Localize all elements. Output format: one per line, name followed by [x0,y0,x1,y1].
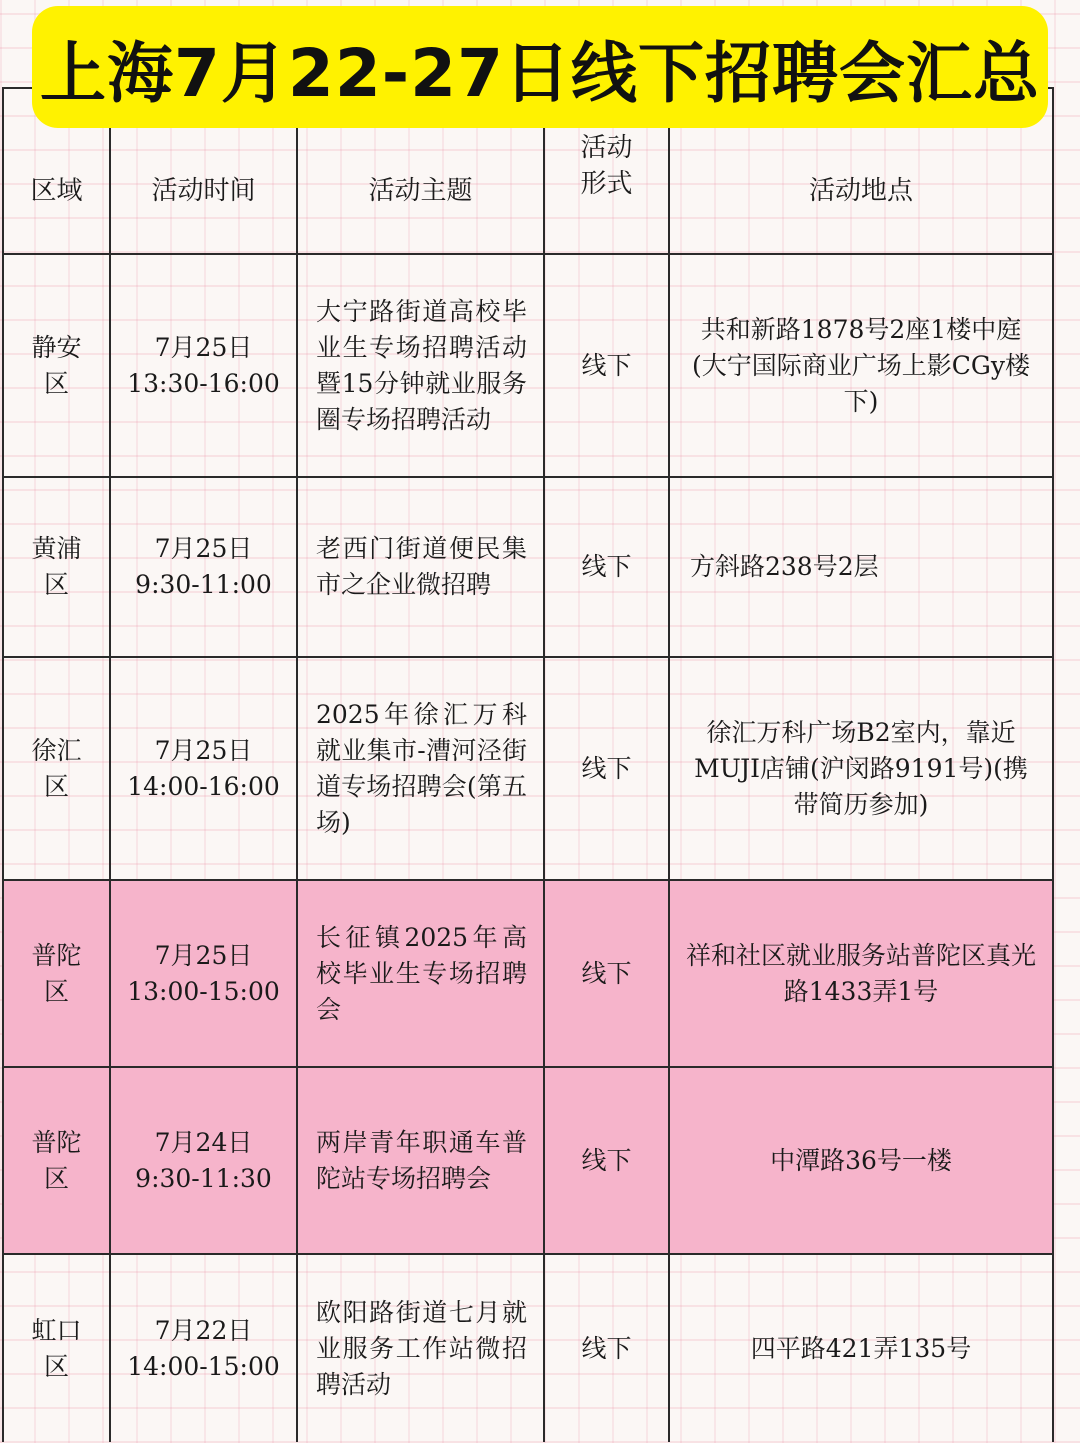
cell-region: 普陀区 [3,1067,110,1254]
table-row-highlighted [3,880,1053,1067]
header-region: 区域 [3,88,110,254]
event-date: 7月25日 [154,332,253,362]
event-time: 14:00-16:00 [127,771,280,801]
event-date: 7月25日 [154,735,253,765]
cell-time [110,254,297,477]
table-row [3,254,1053,477]
cell-form: 线下 [544,1254,669,1442]
cell-time [110,477,297,657]
cell-form: 线下 [544,657,669,880]
event-time: 14:00-15:00 [127,1351,280,1381]
event-time: 9:30-11:30 [135,1163,272,1193]
event-time: 9:30-11:00 [135,570,272,599]
table-row [3,477,1053,657]
event-date: 7月24日 [154,1127,253,1157]
event-time: 13:00-15:00 [127,976,280,1006]
cell-place: 四平路421弄135号 [669,1254,1053,1442]
cell-form: 线下 [544,254,669,477]
cell-form: 线下 [544,1067,669,1254]
table-row [3,1254,1053,1442]
cell-place: 徐汇万科广场B2室内，靠近MUJI店铺(沪闵路9191号)(携带简历参加) [669,657,1053,880]
cell-region: 普陀区 [3,880,110,1067]
table-row [3,657,1053,880]
cell-topic: 两岸青年职通车普陀站专场招聘会 [297,1067,544,1254]
header-topic: 活动主题 [297,88,544,254]
cell-region: 黄浦区 [3,477,110,657]
cell-form: 线下 [544,880,669,1067]
cell-place: 祥和社区就业服务站普陀区真光路1433弄1号 [669,880,1053,1067]
cell-form: 线下 [544,477,669,657]
cell-place: 中潭路36号一楼 [669,1067,1053,1254]
cell-time [110,1254,297,1442]
cell-topic: 2025年徐汇万科就业集市-漕河泾街道专场招聘会(第五场) [297,657,544,880]
cell-region: 徐汇区 [3,657,110,880]
cell-topic: 长征镇2025年高校毕业生专场招聘会 [297,880,544,1067]
cell-topic: 老西门街道便民集市之企业微招聘 [297,477,544,657]
job-fair-table [2,87,1054,1442]
table-row-highlighted [3,1067,1053,1254]
cell-time [110,1067,297,1254]
event-date: 7月25日 [154,534,253,563]
cell-place: 共和新路1878号2座1楼中庭(大宁国际商业广场上影CGy楼下) [669,254,1053,477]
cell-topic: 欧阳路街道七月就业服务工作站微招聘活动 [297,1254,544,1442]
event-date: 7月25日 [154,940,253,970]
event-date: 7月22日 [154,1315,253,1345]
event-time: 13:30-16:00 [127,368,280,398]
header-place: 活动地点 [669,88,1053,254]
header-time: 活动时间 [110,88,297,254]
cell-place: 方斜路238号2层 [669,477,1053,657]
cell-topic: 大宁路街道高校毕业生专场招聘活动暨15分钟就业服务圈专场招聘活动 [297,254,544,477]
cell-region: 虹口区 [3,1254,110,1442]
header-form: 活动形式 [544,88,669,254]
cell-time [110,657,297,880]
title-banner [32,6,1048,128]
page-title: 上海7月22-27日线下招聘会汇总 [39,34,1040,112]
cell-time [110,880,297,1067]
cell-region: 静安区 [3,254,110,477]
